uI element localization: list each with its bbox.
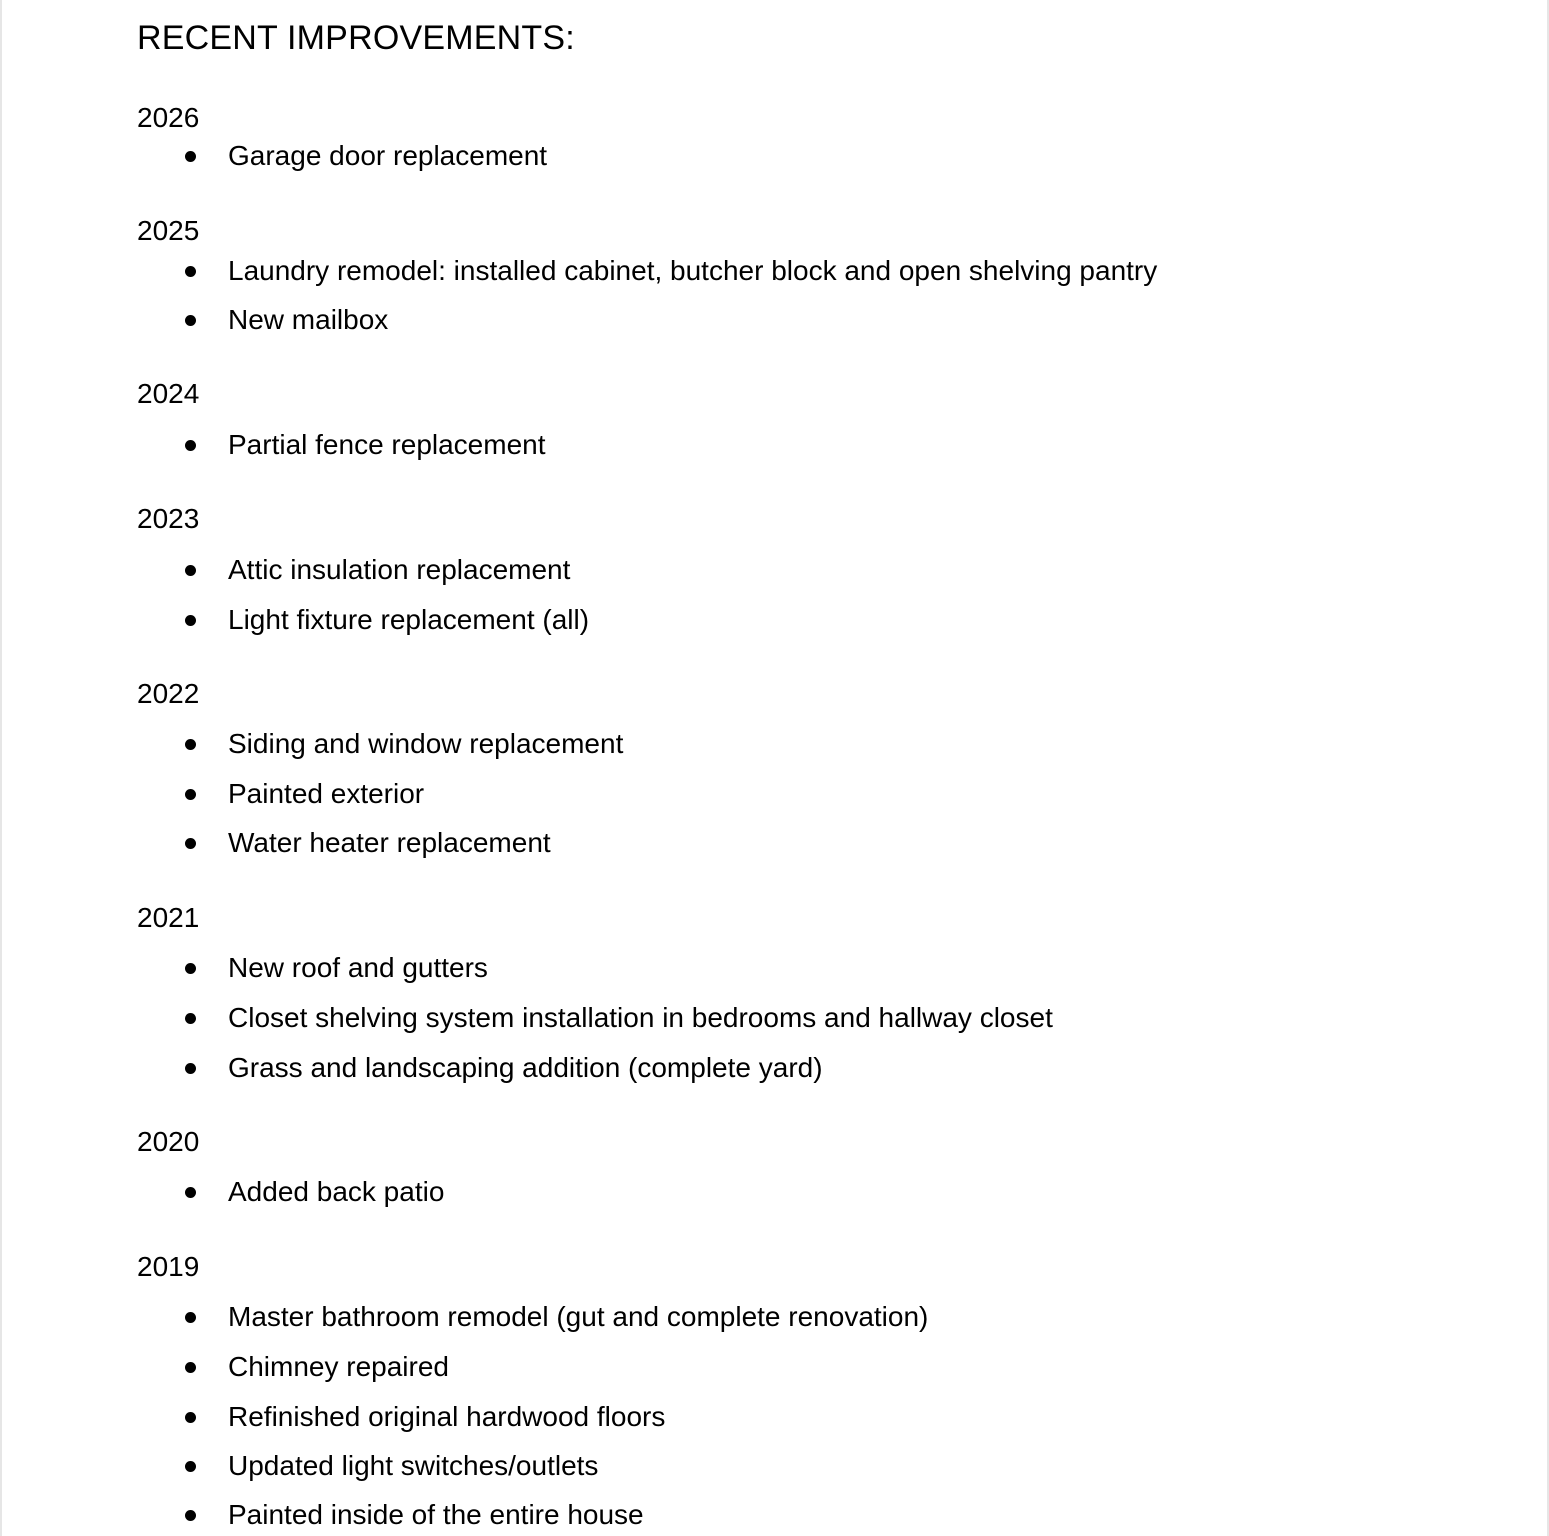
list-item-text: Chimney repaired <box>228 1351 449 1382</box>
list-item-text: Refinished original hardwood floors <box>228 1401 666 1432</box>
bullet-icon <box>185 838 196 849</box>
bullet-icon <box>185 151 196 162</box>
bullet-icon <box>185 1510 196 1521</box>
bullet-icon <box>185 739 196 750</box>
list-item-text: Grass and landscaping addition (complete yard) <box>228 1052 823 1083</box>
bullet-icon <box>185 1063 196 1074</box>
bullet-icon <box>185 615 196 626</box>
list-item-text: New roof and gutters <box>228 952 488 983</box>
bullet-icon <box>185 1187 196 1198</box>
list-item-text: Updated light switches/outlets <box>228 1450 599 1481</box>
bullet-icon <box>185 266 196 277</box>
bullet-icon <box>185 315 196 326</box>
year-heading-2023: 2023 <box>137 503 200 534</box>
page-edge-left <box>0 0 2 1536</box>
bullet-icon <box>185 789 196 800</box>
year-heading-2020: 2020 <box>137 1126 200 1157</box>
list-item-text: Master bathroom remodel (gut and complete renovation) <box>228 1301 929 1332</box>
year-heading-2025: 2025 <box>137 215 200 246</box>
bullet-icon <box>185 565 196 576</box>
bullet-icon <box>185 440 196 451</box>
bullet-icon <box>185 1412 196 1423</box>
year-heading-2026: 2026 <box>137 102 200 133</box>
list-item-text: Siding and window replacement <box>228 728 624 759</box>
list-item-text: Painted inside of the entire house <box>228 1499 644 1530</box>
year-heading-2024: 2024 <box>137 378 200 409</box>
year-heading-2021: 2021 <box>137 902 200 933</box>
year-heading-2019: 2019 <box>137 1251 200 1282</box>
list-item-text: Painted exterior <box>228 778 425 809</box>
list-item-text: Closet shelving system installation in bedrooms and hallway closet <box>228 1002 1053 1033</box>
year-heading-2022: 2022 <box>137 678 200 709</box>
bullet-icon <box>185 1013 196 1024</box>
bullet-icon <box>185 1312 196 1323</box>
bullet-icon <box>185 1461 196 1472</box>
list-item-text: New mailbox <box>228 304 389 335</box>
list-item-text: Added back patio <box>228 1176 445 1207</box>
list-item-text: Water heater replacement <box>228 827 551 858</box>
list-item-text: Light fixture replacement (all) <box>228 604 590 635</box>
page-title: RECENT IMPROVEMENTS: <box>137 19 575 57</box>
list-item-text: Partial fence replacement <box>228 429 546 460</box>
bullet-icon <box>185 1362 196 1373</box>
list-item-text: Laundry remodel: installed cabinet, butcher block and open shelving pantry <box>228 255 1158 286</box>
bullet-icon <box>185 963 196 974</box>
list-item-text: Attic insulation replacement <box>228 554 571 585</box>
list-item-text: Garage door replacement <box>228 140 548 171</box>
